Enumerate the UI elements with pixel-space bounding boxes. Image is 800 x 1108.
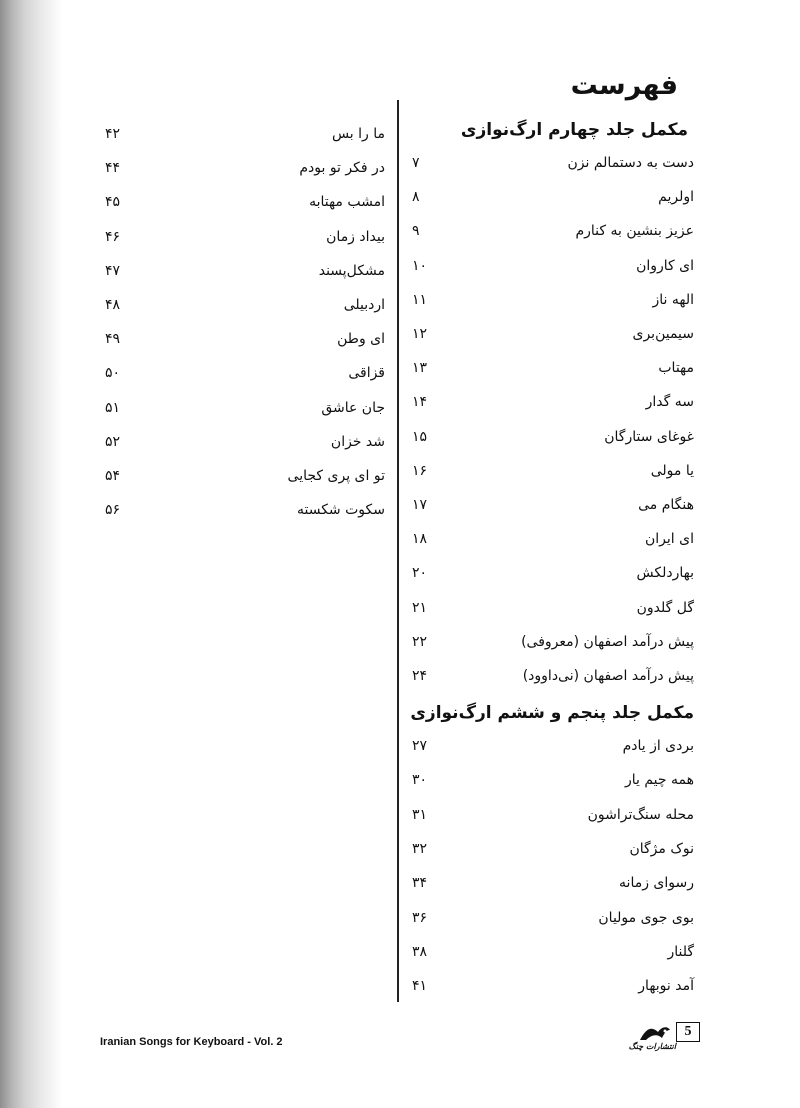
toc-entry (412, 420, 694, 454)
toc-entry (105, 220, 385, 254)
toc-entry-title: اردبیلی (343, 297, 385, 313)
toc-entry (412, 488, 694, 522)
toc-entry-title: همه چیم یار (624, 772, 694, 789)
toc-entry-page: ۸ (412, 189, 420, 206)
toc-entry (412, 146, 694, 180)
toc-entry-title: گل گلدون (636, 599, 694, 616)
toc-entry (412, 249, 694, 283)
toc-entry-page: ۴۵ (105, 194, 121, 211)
toc-entry-title: شد خزان (330, 433, 385, 450)
toc-entry-page: ۳۸ (412, 943, 428, 960)
toc-entry-page: ۱۴ (412, 394, 428, 411)
toc-entry (105, 288, 385, 322)
toc-entry-title: مشکل‌پسند (318, 262, 385, 279)
toc-entry-page: ۱۵ (412, 428, 428, 445)
footer-page-mark (628, 1022, 700, 1058)
book-title-footer: Iranian Songs for Keyboard - Vol. 2 (100, 1036, 283, 1048)
toc-entry-title: بهاردلکش (636, 565, 694, 582)
toc-entry-title: ای کاروان (636, 257, 694, 274)
toc-entry-page: ۱۱ (412, 291, 428, 308)
toc-entry (412, 763, 694, 797)
toc-entry (412, 625, 694, 659)
toc-entry (105, 356, 385, 390)
toc-entry-page: ۴۲ (105, 126, 121, 142)
toc-entry (105, 459, 385, 493)
toc-entry (105, 493, 385, 527)
toc-entry-title: ای ایران (645, 531, 694, 548)
toc-entry-title: سیمین‌بری (632, 326, 694, 342)
toc-entry-page: ۴۱ (412, 978, 428, 995)
toc-entry (412, 659, 694, 693)
toc-entry-page: ۵۴ (105, 468, 121, 484)
toc-entry-title: مهتاب (658, 360, 694, 377)
toc-entry (105, 322, 385, 356)
toc-entry-page: ۱۰ (412, 257, 428, 274)
toc-entry-page: ۴۴ (105, 160, 121, 177)
toc-entry-page: ۲۲ (412, 633, 428, 650)
toc-entry-title: هنگام می (638, 497, 694, 513)
toc-entry (412, 385, 694, 419)
toc-entry (105, 117, 385, 151)
toc-entry-page: ۱۲ (412, 326, 428, 342)
toc-entry (412, 798, 694, 832)
toc-entry-page: ۳۶ (412, 909, 428, 926)
toc-entry-page: ۳۲ (412, 840, 428, 857)
publisher-logo-icon (638, 1022, 672, 1044)
toc-entry-page: ۴۸ (105, 297, 121, 313)
toc-entry-page: ۵۶ (105, 502, 121, 519)
toc-entry-page: ۵۰ (105, 365, 121, 382)
toc-entry-page: ۹ (412, 223, 420, 240)
toc-entry-page: ۱۳ (412, 360, 428, 377)
toc-entry (412, 591, 694, 625)
toc-entry-page: ۴۹ (105, 331, 121, 348)
toc-entry-title: بوی جوی مولیان (598, 909, 694, 926)
toc-entry (412, 901, 694, 935)
toc-entry (412, 729, 694, 763)
toc-entry (412, 935, 694, 969)
toc-entry-page: ۳۴ (412, 875, 428, 892)
toc-entry (105, 254, 385, 288)
toc-entry (412, 351, 694, 385)
section-title-vol5-6: مکمل جلد پنجم و ششم ارگ‌نوازی (410, 703, 694, 723)
toc-entry-title: نوک مژگان (629, 840, 694, 857)
toc-entry (412, 832, 694, 866)
toc-entry (412, 180, 694, 214)
toc-entry-title: ای وطن (337, 331, 385, 348)
toc-entry (105, 151, 385, 185)
toc-entry-title: پیش درآمد اصفهان (معروفی) (521, 633, 694, 650)
toc-entry (412, 214, 694, 248)
toc-entry-page: ۲۱ (412, 599, 428, 616)
toc-entry (412, 969, 694, 1003)
toc-entry-page: ۴۶ (105, 228, 121, 245)
toc-entry (412, 866, 694, 900)
toc-entry-page: ۲۷ (412, 738, 428, 754)
toc-entry-page: ۱۶ (412, 462, 428, 479)
toc-entry (105, 391, 385, 425)
toc-entry-title: پیش درآمد اصفهان (نی‌داوود) (522, 668, 694, 684)
toc-entry-title: دست به دستمالم نزن (567, 155, 694, 171)
toc-entry-title: عزیز بنشین به کنارم (575, 223, 694, 240)
toc-entry-title: قزاقی (348, 365, 385, 382)
page-number: 5 (676, 1022, 700, 1042)
publisher-name: انتشارات چنگ (628, 1042, 676, 1051)
toc-entry-title: در فکر تو بودم (299, 160, 385, 177)
toc-entry (412, 556, 694, 590)
toc-entry-page: ۱۸ (412, 531, 428, 548)
toc-entry (105, 185, 385, 219)
toc-entry-page: ۱۷ (412, 497, 428, 513)
toc-entry-title: رسوای زمانه (619, 875, 694, 892)
toc-entry-title: جان عاشق (321, 399, 385, 416)
toc-entry-title: یا مولی (650, 462, 694, 479)
toc-entry-title: الهه ناز (652, 291, 694, 308)
toc-entry-title: امشب مهتابه (309, 194, 385, 211)
toc-entry (412, 317, 694, 351)
toc-entry-title: غوغای ستارگان (604, 428, 694, 445)
toc-entry-page: ۴۷ (105, 262, 121, 279)
toc-entry-title: بیداد زمان (326, 228, 385, 245)
toc-entry (412, 454, 694, 488)
toc-entry-page: ۳۰ (412, 772, 428, 789)
toc-entry-page: ۲۰ (412, 565, 428, 582)
toc-entry (105, 425, 385, 459)
toc-entry-title: بردی از یادم (622, 738, 694, 754)
toc-entry-title: اولریم (658, 189, 694, 206)
toc-entry-page: ۵۱ (105, 399, 121, 416)
toc-entry (412, 522, 694, 556)
toc-entry-page: ۷ (412, 155, 420, 171)
section-title-vol4: مکمل جلد چهارم ارگ‌نوازی (460, 120, 688, 140)
toc-entry-title: ما را بس (331, 126, 385, 142)
column-divider (397, 100, 399, 1002)
toc-entry-title: تو ای پری کجایی (287, 468, 385, 484)
toc-entry-page: ۲۴ (412, 668, 428, 684)
toc-entry-title: سه گدار (645, 394, 694, 411)
toc-entry-title: گلنار (667, 943, 694, 960)
book-spine-shadow (0, 0, 62, 1108)
toc-entry-title: آمد نوبهار (638, 978, 694, 995)
toc-entry-page: ۳۱ (412, 806, 428, 823)
toc-entry-page: ۵۲ (105, 433, 121, 450)
toc-entry (412, 283, 694, 317)
toc-entry-title: سکوت شکسته (296, 502, 385, 519)
page-title: فهرست (570, 70, 678, 101)
toc-entry-title: محله سنگ‌تراشون (587, 806, 694, 823)
